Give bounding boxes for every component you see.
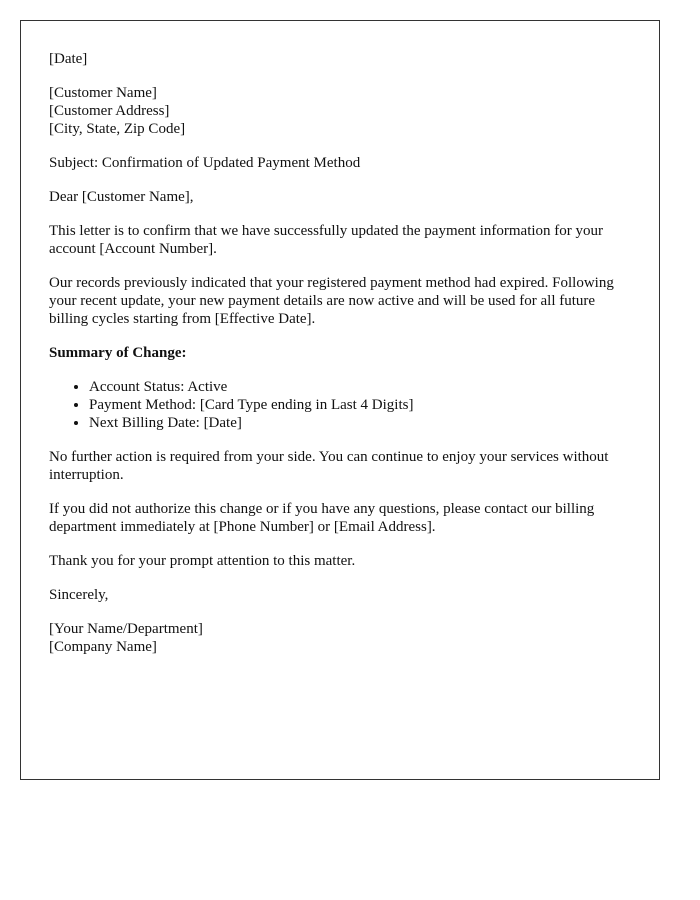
- recipient-name: [Customer Name]: [49, 85, 157, 101]
- paragraph-contact: If you did not authorize this change or if you have any questions, please contact our billing department immediately at [Phone Number] or [Email Address].: [49, 501, 595, 535]
- summary-item-payment-method: • Payment Method: [Card Type ending in Last 4 Digits]: [89, 396, 631, 414]
- signature-company: [Company Name]: [49, 639, 157, 655]
- signature-name: [Your Name/Department]: [49, 621, 203, 637]
- paragraph-thanks: Thank you for your prompt attention to this matter.: [49, 553, 356, 569]
- paragraph-no-action: No further action is required from your side. You can continue to enjoy your services without interruption.: [49, 449, 609, 483]
- recipient-address: [Customer Address]: [49, 103, 170, 119]
- letter-date: [Date]: [49, 51, 88, 67]
- signature-block: [49, 620, 631, 656]
- summary-item-account-status: • Account Status: Active: [89, 378, 631, 396]
- letter-salutation: Dear [Customer Name],: [49, 189, 194, 205]
- summary-heading: Summary of Change:: [49, 345, 187, 361]
- recipient-block: [49, 84, 631, 138]
- paragraph-records: Our records previously indicated that your registered payment method had expired. Following your recent update, your new payment details are now active and will be used for all future billing cycles starting from [Effective Date].: [49, 275, 614, 327]
- paragraph-confirmation: This letter is to confirm that we have successfully updated the payment information for your account [Account Number].: [49, 223, 604, 257]
- summary-list: [49, 378, 631, 432]
- letter-closing: Sincerely,: [49, 587, 109, 603]
- letter-subject: Subject: Confirmation of Updated Payment Method: [49, 155, 361, 171]
- recipient-city-state-zip: [City, State, Zip Code]: [49, 121, 186, 137]
- letter-page: [20, 20, 660, 780]
- summary-item-next-billing-date: • Next Billing Date: [Date]: [89, 414, 631, 432]
